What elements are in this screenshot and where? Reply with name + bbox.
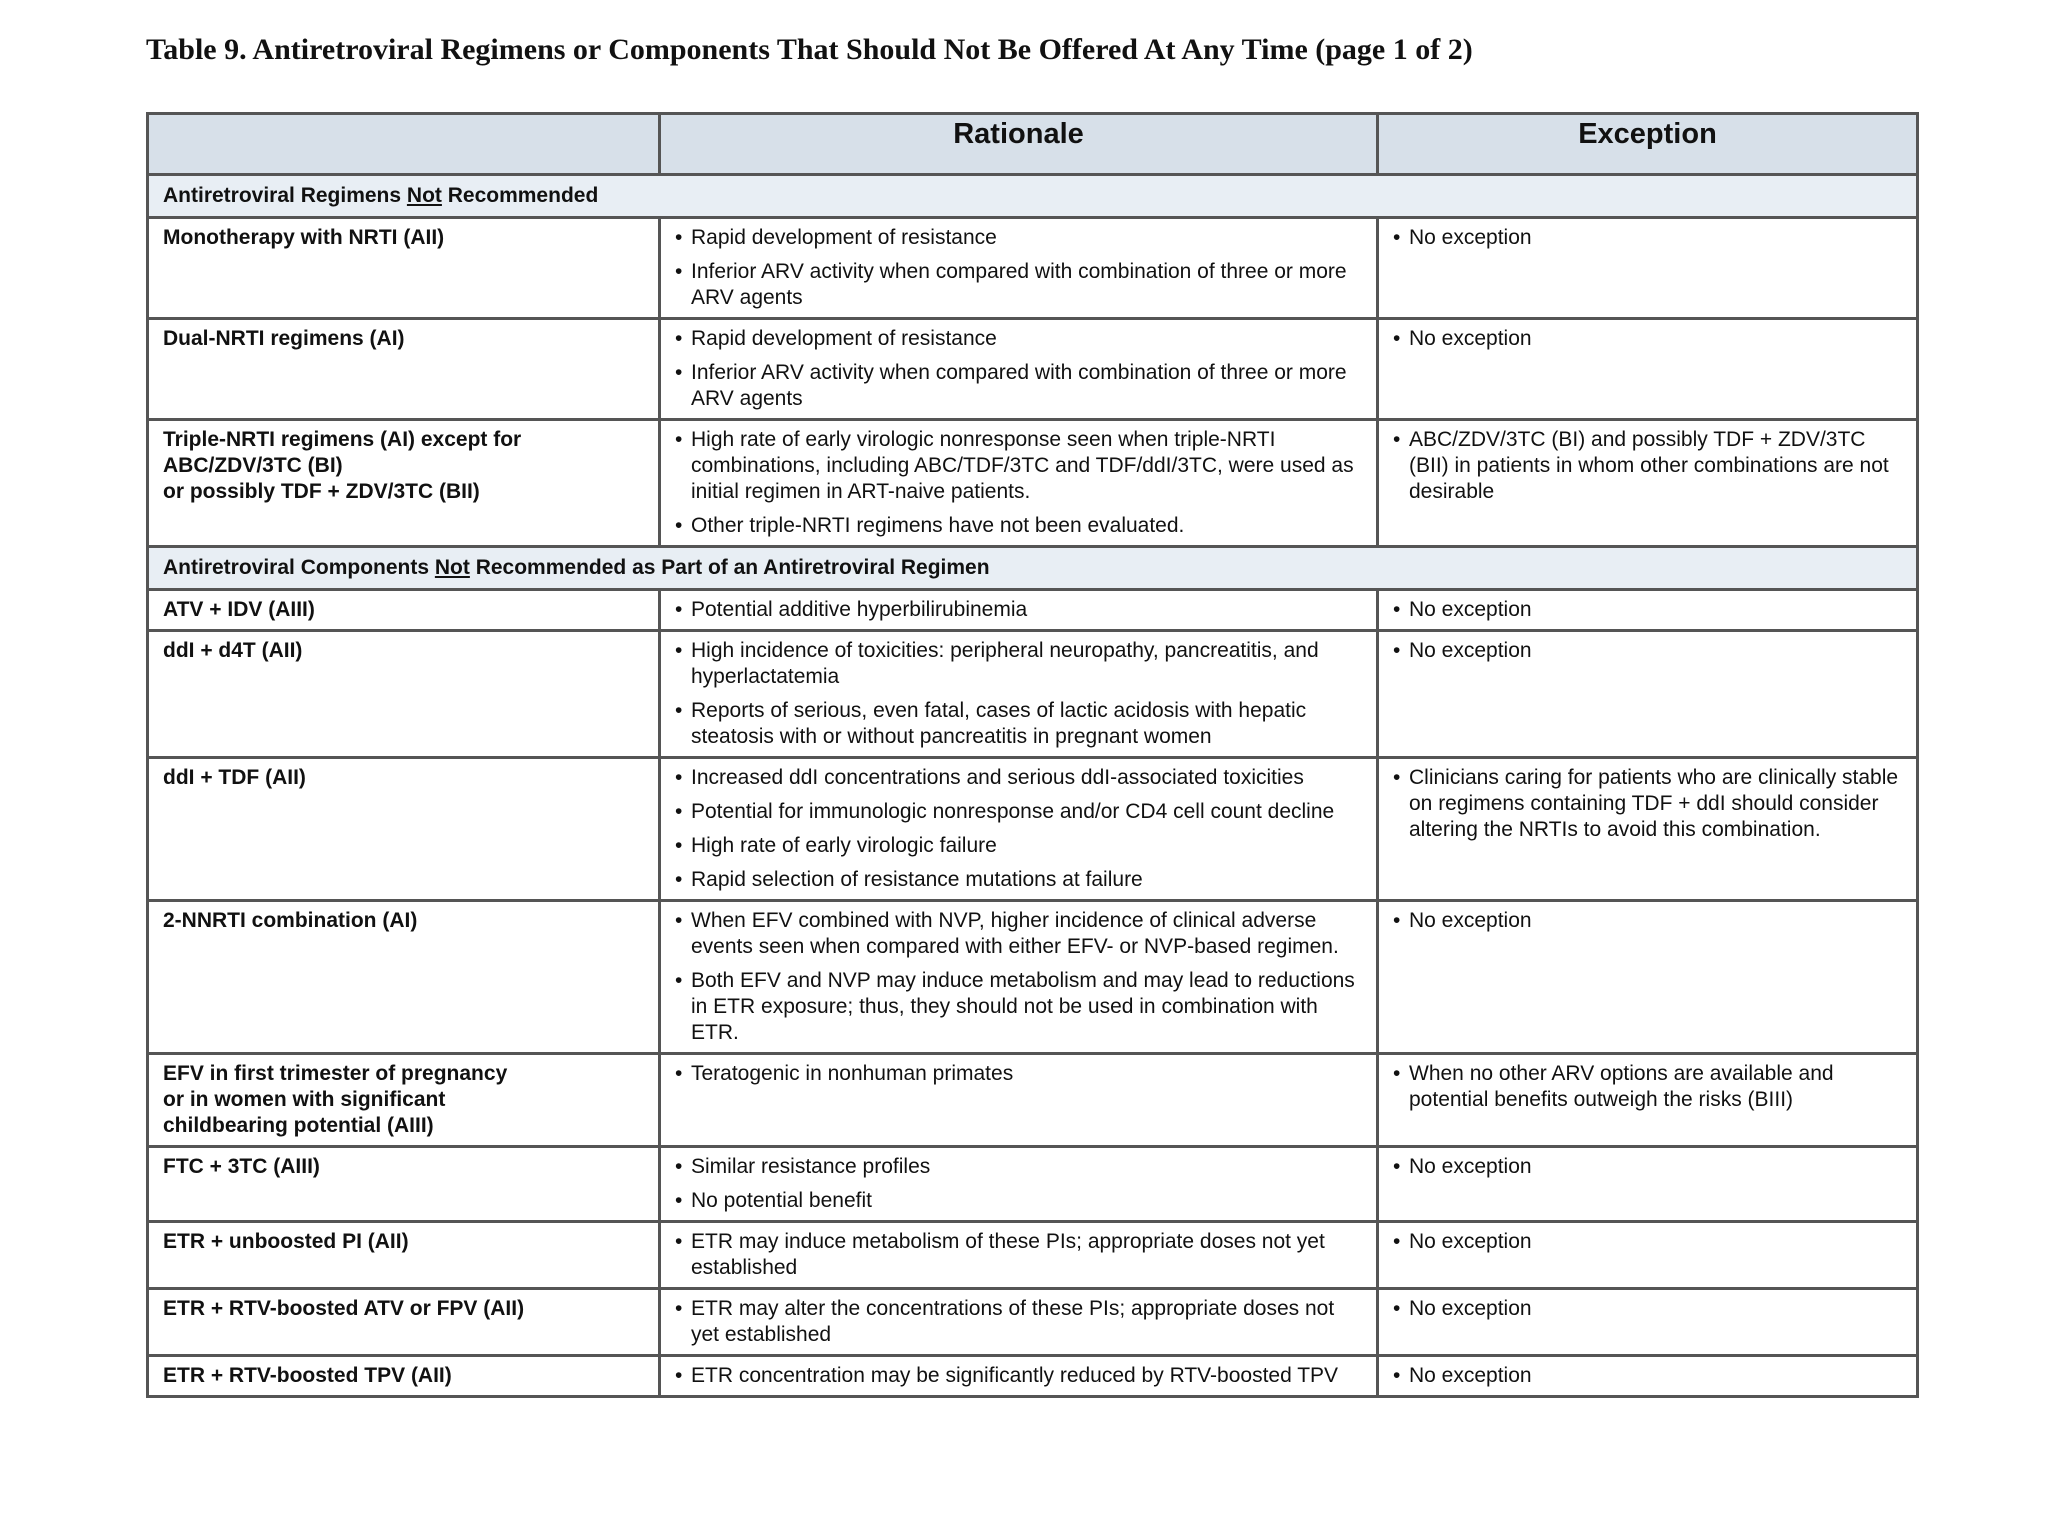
item-line: Dual-NRTI regimens (AI) [163, 327, 405, 350]
exception-list [1393, 1061, 1902, 1113]
rationale-list [675, 638, 1362, 750]
item-cell [148, 590, 660, 631]
table-row [148, 1054, 1918, 1147]
item-cell [148, 1356, 660, 1397]
rationale-list [675, 908, 1362, 1046]
item-cell [148, 1222, 660, 1289]
exception-cell [1378, 1054, 1918, 1147]
exception-cell [1378, 1147, 1918, 1222]
item-cell [148, 758, 660, 901]
rationale-cell [660, 319, 1378, 420]
section-title-post: Recommended as Part of an Antiretroviral Regimen [469, 556, 990, 579]
header-exception: Exception [1378, 114, 1918, 175]
exception-cell [1378, 901, 1918, 1054]
section-title-emphasis: Not [434, 556, 470, 579]
section-header-row [148, 175, 1918, 218]
item-cell [148, 901, 660, 1054]
exception-bullet: • No exception [1393, 597, 1902, 623]
section-header [148, 175, 1918, 218]
item-line: or in women with significant [163, 1088, 446, 1111]
rationale-cell [660, 420, 1378, 547]
rationale-bullet: • High rate of early virologic nonresponse seen when triple-NRTI combinations, including ABC/TDF/3TC and TDF/ddI/3TC, were used as initial regimen in ART-naive patients. [675, 427, 1362, 505]
item-line: EFV in first trimester of pregnancy [163, 1062, 508, 1085]
exception-cell [1378, 1222, 1918, 1289]
rationale-bullet: • Potential additive hyperbilirubinemia [675, 597, 1362, 623]
rationale-cell [660, 1356, 1378, 1397]
exception-bullet: • No exception [1393, 908, 1902, 934]
rationale-cell [660, 1222, 1378, 1289]
table-row [148, 758, 1918, 901]
table-row [148, 631, 1918, 758]
table-row [148, 218, 1918, 319]
exception-list [1393, 1363, 1902, 1389]
exception-cell [1378, 319, 1918, 420]
rationale-bullet: • Reports of serious, even fatal, cases of lactic acidosis with hepatic steatosis with or without pancreatitis in pregnant women [675, 698, 1362, 750]
item-line: ETR + RTV-boosted TPV (AII) [163, 1364, 452, 1387]
exception-cell [1378, 218, 1918, 319]
rationale-bullet: • When EFV combined with NVP, higher incidence of clinical adverse events seen when compared with either EFV- or NVP-based regimen. [675, 908, 1362, 960]
rationale-bullet: • Teratogenic in nonhuman primates [675, 1061, 1362, 1087]
section-title-emphasis: Not [406, 184, 442, 207]
rationale-bullet: • ETR may alter the concentrations of these PIs; appropriate doses not yet established [675, 1296, 1362, 1348]
section-header [148, 547, 1918, 590]
exception-list [1393, 1296, 1902, 1322]
rationale-bullet: • Rapid development of resistance [675, 225, 1362, 251]
rationale-bullet: • Both EFV and NVP may induce metabolism and may lead to reductions in ETR exposure; thus, they should not be used in combination with ETR. [675, 968, 1362, 1046]
rationale-list [675, 1229, 1362, 1281]
item-cell [148, 1054, 660, 1147]
table-row [148, 1356, 1918, 1397]
rationale-list [675, 1154, 1362, 1214]
rationale-list [675, 427, 1362, 539]
section-title-pre: Antiretroviral Components [163, 556, 435, 579]
item-line: ddI + d4T (AII) [163, 639, 303, 662]
rationale-bullet: • Increased ddI concentrations and serious ddI-associated toxicities [675, 765, 1362, 791]
exception-bullet: • No exception [1393, 1296, 1902, 1322]
rationale-cell [660, 901, 1378, 1054]
rationale-list [675, 1296, 1362, 1348]
exception-list [1393, 1154, 1902, 1180]
section-title-pre: Antiretroviral Regimens [163, 184, 407, 207]
rationale-list [675, 1061, 1362, 1087]
section-header-row [148, 547, 1918, 590]
table-row [148, 1147, 1918, 1222]
item-line: Monotherapy with NRTI (AII) [163, 226, 445, 249]
rationale-list [675, 326, 1362, 412]
rationale-bullet: • ETR may induce metabolism of these PIs; appropriate doses not yet established [675, 1229, 1362, 1281]
rationale-bullet: • ETR concentration may be significantly reduced by RTV-boosted TPV [675, 1363, 1362, 1389]
exception-cell [1378, 631, 1918, 758]
exception-bullet: • Clinicians caring for patients who are clinically stable on regimens containing TDF + ddI should consider altering the NRTIs to avoid this combination. [1393, 765, 1902, 843]
exception-list [1393, 638, 1902, 664]
header-rationale: Rationale [660, 114, 1378, 175]
exception-list [1393, 225, 1902, 251]
table-row [148, 1289, 1918, 1356]
exception-bullet: • No exception [1393, 1154, 1902, 1180]
exception-cell [1378, 1289, 1918, 1356]
exception-list [1393, 597, 1902, 623]
rationale-bullet: • Similar resistance profiles [675, 1154, 1362, 1180]
item-line: ETR + unboosted PI (AII) [163, 1230, 409, 1253]
item-line: ETR + RTV-boosted ATV or FPV (AII) [163, 1297, 525, 1320]
exception-bullet: • No exception [1393, 225, 1902, 251]
item-line: childbearing potential (AIII) [163, 1114, 434, 1137]
regimens-table [146, 112, 1919, 1398]
rationale-bullet: • Rapid development of resistance [675, 326, 1362, 352]
exception-list [1393, 326, 1902, 352]
exception-bullet: • No exception [1393, 1229, 1902, 1255]
table-row [148, 420, 1918, 547]
rationale-cell [660, 218, 1378, 319]
exception-list [1393, 908, 1902, 934]
rationale-list [675, 1363, 1362, 1389]
header-blank [148, 114, 660, 175]
item-cell [148, 319, 660, 420]
table-row [148, 590, 1918, 631]
rationale-cell [660, 590, 1378, 631]
table-row [148, 1222, 1918, 1289]
rationale-bullet: • Inferior ARV activity when compared with combination of three or more ARV agents [675, 360, 1362, 412]
table-title: Table 9. Antiretroviral Regimens or Components That Should Not Be Offered At Any Time (page 1 of 2) [146, 33, 1473, 66]
rationale-bullet: • Rapid selection of resistance mutations at failure [675, 867, 1362, 893]
table-header [148, 114, 1918, 175]
rationale-bullet: • High rate of early virologic failure [675, 833, 1362, 859]
section-title-post: Recommended [441, 184, 599, 207]
rationale-list [675, 225, 1362, 311]
rationale-bullet: • Other triple-NRTI regimens have not been evaluated. [675, 513, 1362, 539]
item-line: ABC/ZDV/3TC (BI) [163, 454, 343, 477]
table-row [148, 319, 1918, 420]
rationale-bullet: • Inferior ARV activity when compared with combination of three or more ARV agents [675, 259, 1362, 311]
rationale-cell [660, 1147, 1378, 1222]
exception-list [1393, 1229, 1902, 1255]
exception-bullet: • No exception [1393, 638, 1902, 664]
rationale-list [675, 597, 1362, 623]
rationale-cell [660, 1289, 1378, 1356]
exception-bullet: • When no other ARV options are available and potential benefits outweigh the risks (BIII) [1393, 1061, 1902, 1113]
item-line: ddI + TDF (AII) [163, 766, 306, 789]
item-cell [148, 1147, 660, 1222]
table-row [148, 901, 1918, 1054]
exception-bullet: • No exception [1393, 326, 1902, 352]
exception-cell [1378, 758, 1918, 901]
item-line: Triple-NRTI regimens (AI) except for [163, 428, 522, 451]
exception-cell [1378, 590, 1918, 631]
item-line: ATV + IDV (AIII) [163, 598, 315, 621]
item-cell [148, 1289, 660, 1356]
exception-list [1393, 765, 1902, 843]
item-cell [148, 420, 660, 547]
table-body [148, 175, 1918, 1397]
rationale-cell [660, 758, 1378, 901]
rationale-cell [660, 1054, 1378, 1147]
exception-bullet: • No exception [1393, 1363, 1902, 1389]
exception-bullet: • ABC/ZDV/3TC (BI) and possibly TDF + ZDV/3TC (BII) in patients in whom other combinations are not desirable [1393, 427, 1902, 505]
item-line: or possibly TDF + ZDV/3TC (BII) [163, 480, 480, 503]
rationale-cell [660, 631, 1378, 758]
rationale-bullet: • Potential for immunologic nonresponse and/or CD4 cell count decline [675, 799, 1362, 825]
exception-cell [1378, 420, 1918, 547]
rationale-bullet: • No potential benefit [675, 1188, 1362, 1214]
item-line: 2-NNRTI combination (AI) [163, 909, 418, 932]
item-line: FTC + 3TC (AIII) [163, 1155, 320, 1178]
exception-list [1393, 427, 1902, 505]
item-cell [148, 631, 660, 758]
rationale-bullet: • High incidence of toxicities: peripheral neuropathy, pancreatitis, and hyperlactatemia [675, 638, 1362, 690]
exception-cell [1378, 1356, 1918, 1397]
item-cell [148, 218, 660, 319]
rationale-list [675, 765, 1362, 893]
